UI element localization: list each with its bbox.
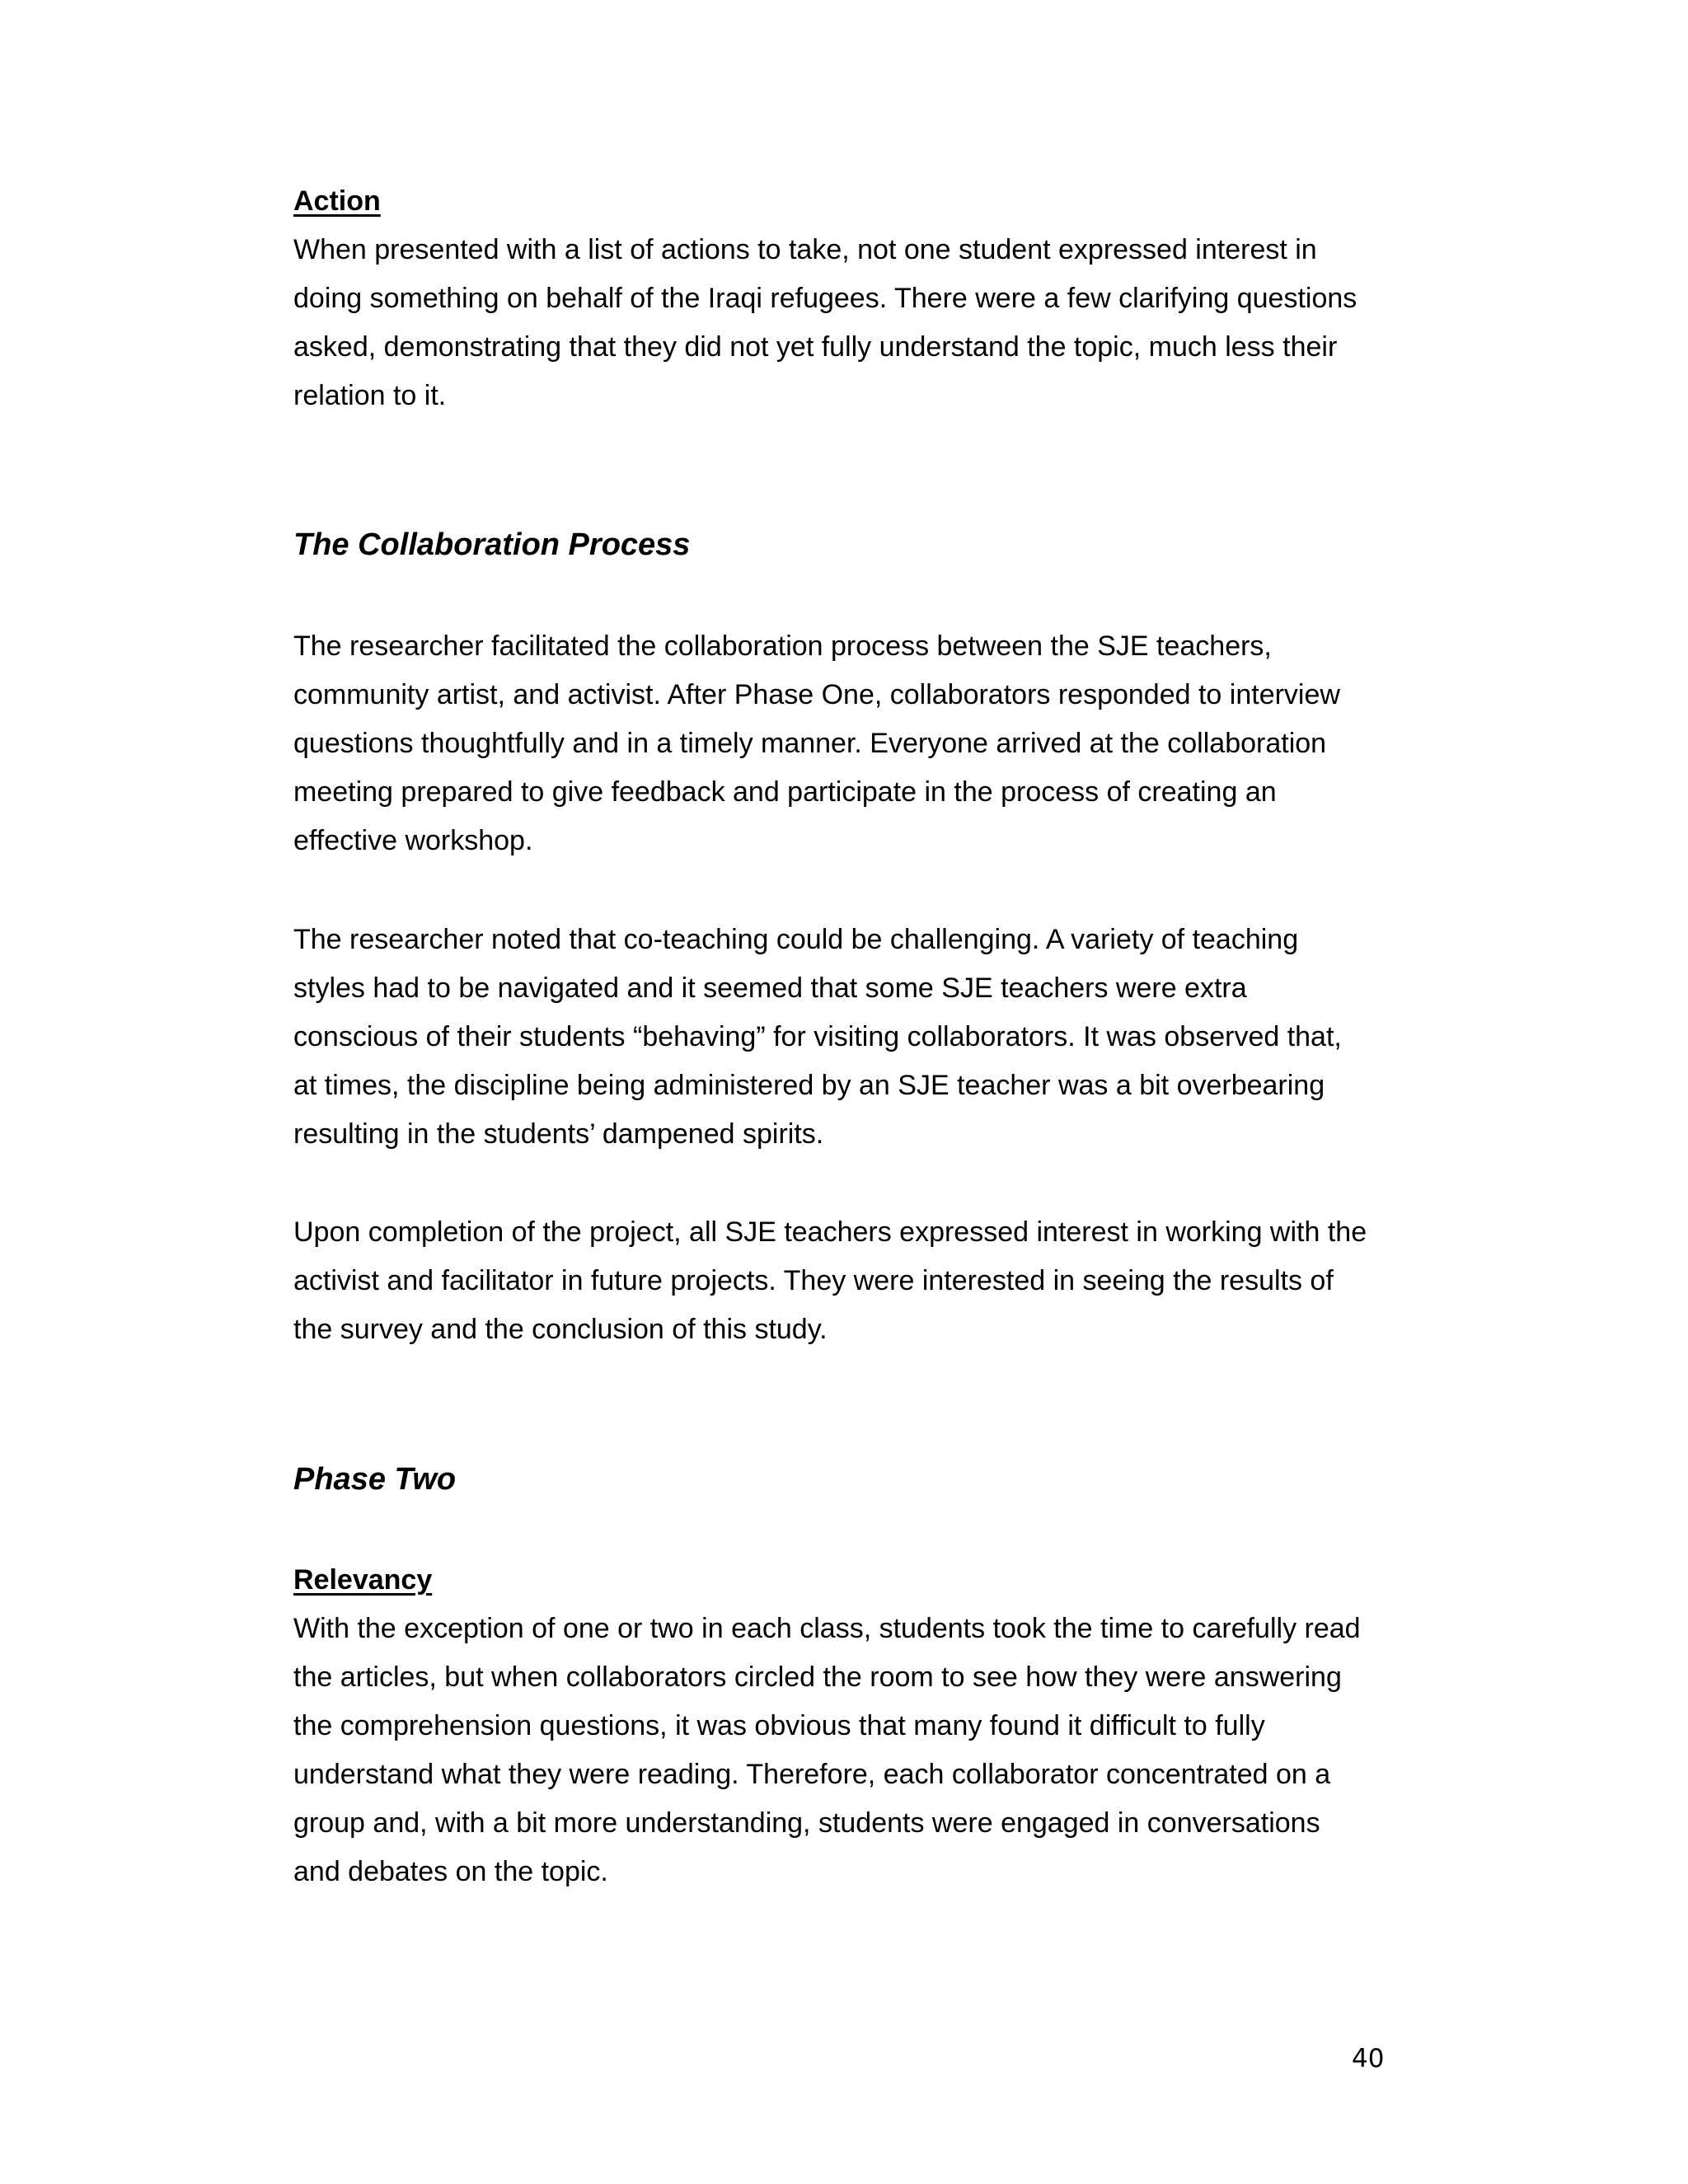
collaboration-process-heading: The Collaboration Process bbox=[293, 527, 691, 562]
collab-p1-line-3: questions thoughtfully and in a timely manner. Everyone arrived at the collaboration bbox=[293, 728, 1327, 759]
action-line-2: doing something on behalf of the Iraqi refugees. There were a few clarifying questions bbox=[293, 283, 1357, 314]
collab-p1-line-2: community artist, and activist. After Phase One, collaborators responded to interview bbox=[293, 679, 1340, 710]
relevancy-line-4: understand what they were reading. Therefore, each collaborator concentrated on a bbox=[293, 1759, 1331, 1790]
collab-p2-line-3: conscious of their students “behaving” for visiting collaborators. It was observed that, bbox=[293, 1021, 1342, 1052]
collab-p2-line-2: styles had to be navigated and it seemed that some SJE teachers were extra bbox=[293, 972, 1247, 1004]
collab-p1-line-4: meeting prepared to give feedback and participate in the process of creating an bbox=[293, 776, 1277, 808]
collab-p2-line-4: at times, the discipline being administered by an SJE teacher was a bit overbearing bbox=[293, 1070, 1325, 1101]
collab-p2-line-5: resulting in the students’ dampened spirits. bbox=[293, 1118, 824, 1150]
action-heading: Action bbox=[293, 185, 381, 217]
relevancy-heading: Relevancy bbox=[293, 1564, 433, 1596]
relevancy-line-6: and debates on the topic. bbox=[293, 1856, 608, 1887]
collaboration-paragraph-2 bbox=[293, 916, 1398, 1159]
collab-p3-line-2: activist and facilitator in future projects. They were interested in seeing the results of bbox=[293, 1265, 1334, 1296]
action-line-1: When presented with a list of actions to take, not one student expressed interest in bbox=[293, 234, 1317, 265]
relevancy-section bbox=[293, 1556, 1398, 1896]
phase-two-heading: Phase Two bbox=[293, 1462, 457, 1497]
collab-p3-line-3: the survey and the conclusion of this study. bbox=[293, 1314, 828, 1345]
relevancy-line-3: the comprehension questions, it was obvious that many found it difficult to fully bbox=[293, 1710, 1265, 1741]
collab-p2-line-1: The researcher noted that co-teaching could be challenging. A variety of teaching bbox=[293, 924, 1299, 955]
action-line-4: relation to it. bbox=[293, 380, 447, 411]
relevancy-line-2: the articles, but when collaborators circled the room to see how they were answering bbox=[293, 1661, 1342, 1693]
relevancy-line-5: group and, with a bit more understanding, students were engaged in conversations bbox=[293, 1807, 1320, 1839]
collaboration-paragraph-3 bbox=[293, 1208, 1398, 1354]
page-number: 40 bbox=[1352, 2044, 1385, 2074]
action-line-3: asked, demonstrating that they did not yet fully understand the topic, much less their bbox=[293, 331, 1338, 363]
relevancy-line-1: With the exception of one or two in each class, students took the time to carefully read bbox=[293, 1613, 1361, 1644]
action-section bbox=[293, 177, 1398, 420]
collab-p1-line-1: The researcher facilitated the collaboration process between the SJE teachers, bbox=[293, 630, 1272, 662]
collab-p3-line-1: Upon completion of the project, all SJE teachers expressed interest in working with the bbox=[293, 1216, 1367, 1248]
collab-p1-line-5: effective workshop. bbox=[293, 825, 533, 856]
collaboration-paragraph-1 bbox=[293, 622, 1398, 865]
